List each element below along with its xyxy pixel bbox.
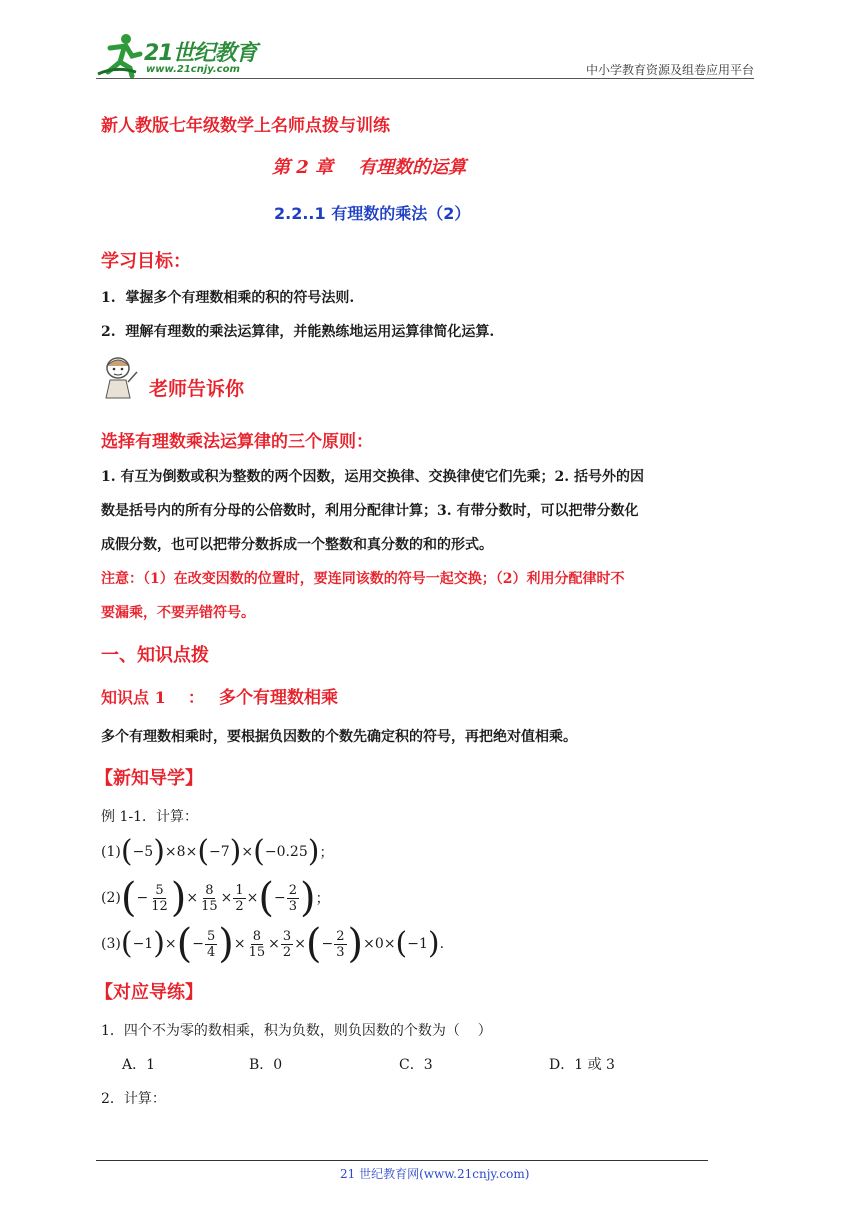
- footer-text: 21 世纪教育网(www.21cnjy.com): [340, 1167, 530, 1181]
- note-line-1: 注意：（1）在改变因数的位置时，要连同该数的符号一起交换；（2）利用分配律时不: [101, 571, 625, 587]
- ex2-frac-4: $\frac{2}{3}$: [288, 882, 297, 914]
- teacher-heading: 老师告诉你: [149, 378, 245, 400]
- knowledge-point-title: 多个有理数相乘: [219, 688, 338, 708]
- practice-heading: 【对应导练】: [95, 982, 203, 1003]
- question-2: 2．计算：: [101, 1091, 166, 1107]
- ex2-frac-3: $\frac{1}{2}$: [235, 882, 244, 914]
- ex3-frac-4: $\frac{2}{3}$: [336, 928, 345, 960]
- ex1-c: −7: [209, 844, 230, 860]
- ex3-frac-2: $\frac{8}{15}$: [248, 928, 266, 960]
- goal-item-2: 2. 理解有理数的乘法运算律，并能熟练地运用运算律简化运算.: [101, 324, 495, 340]
- series-title: 新人教版七年级数学上名师点拨与训练: [101, 116, 390, 136]
- ex1-a: −5: [132, 844, 154, 860]
- q1-option-c: C．3: [399, 1057, 433, 1073]
- ex3-frac-3: $\frac{3}{2}$: [282, 928, 292, 960]
- header-rule: [96, 78, 754, 79]
- teacher-icon: [100, 356, 138, 400]
- ex1-b: 8: [176, 844, 186, 860]
- principles-heading: 选择有理数乘法运算律的三个原则：: [101, 432, 373, 452]
- example-expression-1: (1) ( −5 ) × 8 × ( −7 ) × ( −0.25 ) ；: [101, 834, 334, 869]
- example-expression-3: (3) ( −1 ) × ( − $\frac{5}{4}$ ) × $\frac{8}{15}$ × $\frac{3}{2}$ × ( − $\frac{2}{3}$ ) × 0 × ( −1 ) .: [101, 921, 445, 967]
- ex2-index: (2): [101, 890, 121, 906]
- ex2-frac-2: $\frac{8}{15}$: [201, 882, 218, 914]
- ex2-frac-1: $\frac{5}{12}$: [151, 882, 168, 914]
- chapter-title: 第 2 章 有理数的运算: [272, 157, 467, 178]
- knowledge-point-label: 知识点 1 ：: [101, 688, 204, 707]
- q1-option-d: D．1 或 3: [549, 1057, 615, 1073]
- knowledge-point-text: 多个有理数相乘时，要根据负因数的个数先确定积的符号，再把绝对值相乘。: [101, 729, 577, 745]
- new-learning-heading: 【新知导学】: [95, 768, 203, 789]
- principles-line-2: 数是括号内的所有分母的公倍数时，利用分配律计算；3. 有带分数时，可以把带分数化: [101, 503, 639, 519]
- ex3-frac-1: $\frac{5}{4}$: [207, 928, 216, 960]
- example-label: 例 1-1．计算：: [101, 809, 198, 825]
- platform-name: 中小学教育资源及组卷应用平台: [585, 63, 754, 77]
- ex1-d: −0.25: [264, 844, 308, 860]
- principles-line-3: 成假分数，也可以把带分数拆成一个整数和真分数的和的形式。: [101, 537, 493, 553]
- principles-line-1: 1. 有互为倒数或积为整数的两个因数，运用交换律、交换律使它们先乘；2. 括号外的因: [101, 469, 644, 485]
- question-1: 1．四个不为零的数相乘，积为负数，则负因数的个数为（ ）: [101, 1023, 492, 1039]
- logo-url-text: www.21cnjy.com: [146, 64, 240, 75]
- section-title: 2.2..1 有理数的乘法（2）: [274, 204, 471, 223]
- logo-main-text: 21世纪教育: [144, 41, 257, 66]
- ex1-index: (1): [101, 844, 121, 860]
- q1-option-b: B．0: [249, 1057, 283, 1073]
- example-expression-2: (2) ( − $\frac{5}{12}$ ) × $\frac{8}{15}$ × $\frac{1}{2}$ × ( − $\frac{2}{3}$ ) ；: [101, 875, 330, 921]
- q1-option-a: A．1: [122, 1057, 156, 1073]
- knowledge-heading: 一、知识点拨: [101, 645, 209, 666]
- note-line-2: 要漏乘，不要弄错符号。: [101, 605, 255, 621]
- footer-rule: [96, 1160, 708, 1161]
- ex3-index: (3): [101, 936, 121, 952]
- goals-heading: 学习目标：: [101, 251, 191, 272]
- logo: [96, 32, 266, 80]
- runner-logo-icon: [96, 32, 144, 78]
- goal-item-1: 1. 掌握多个有理数相乘的积的符号法则.: [101, 290, 355, 306]
